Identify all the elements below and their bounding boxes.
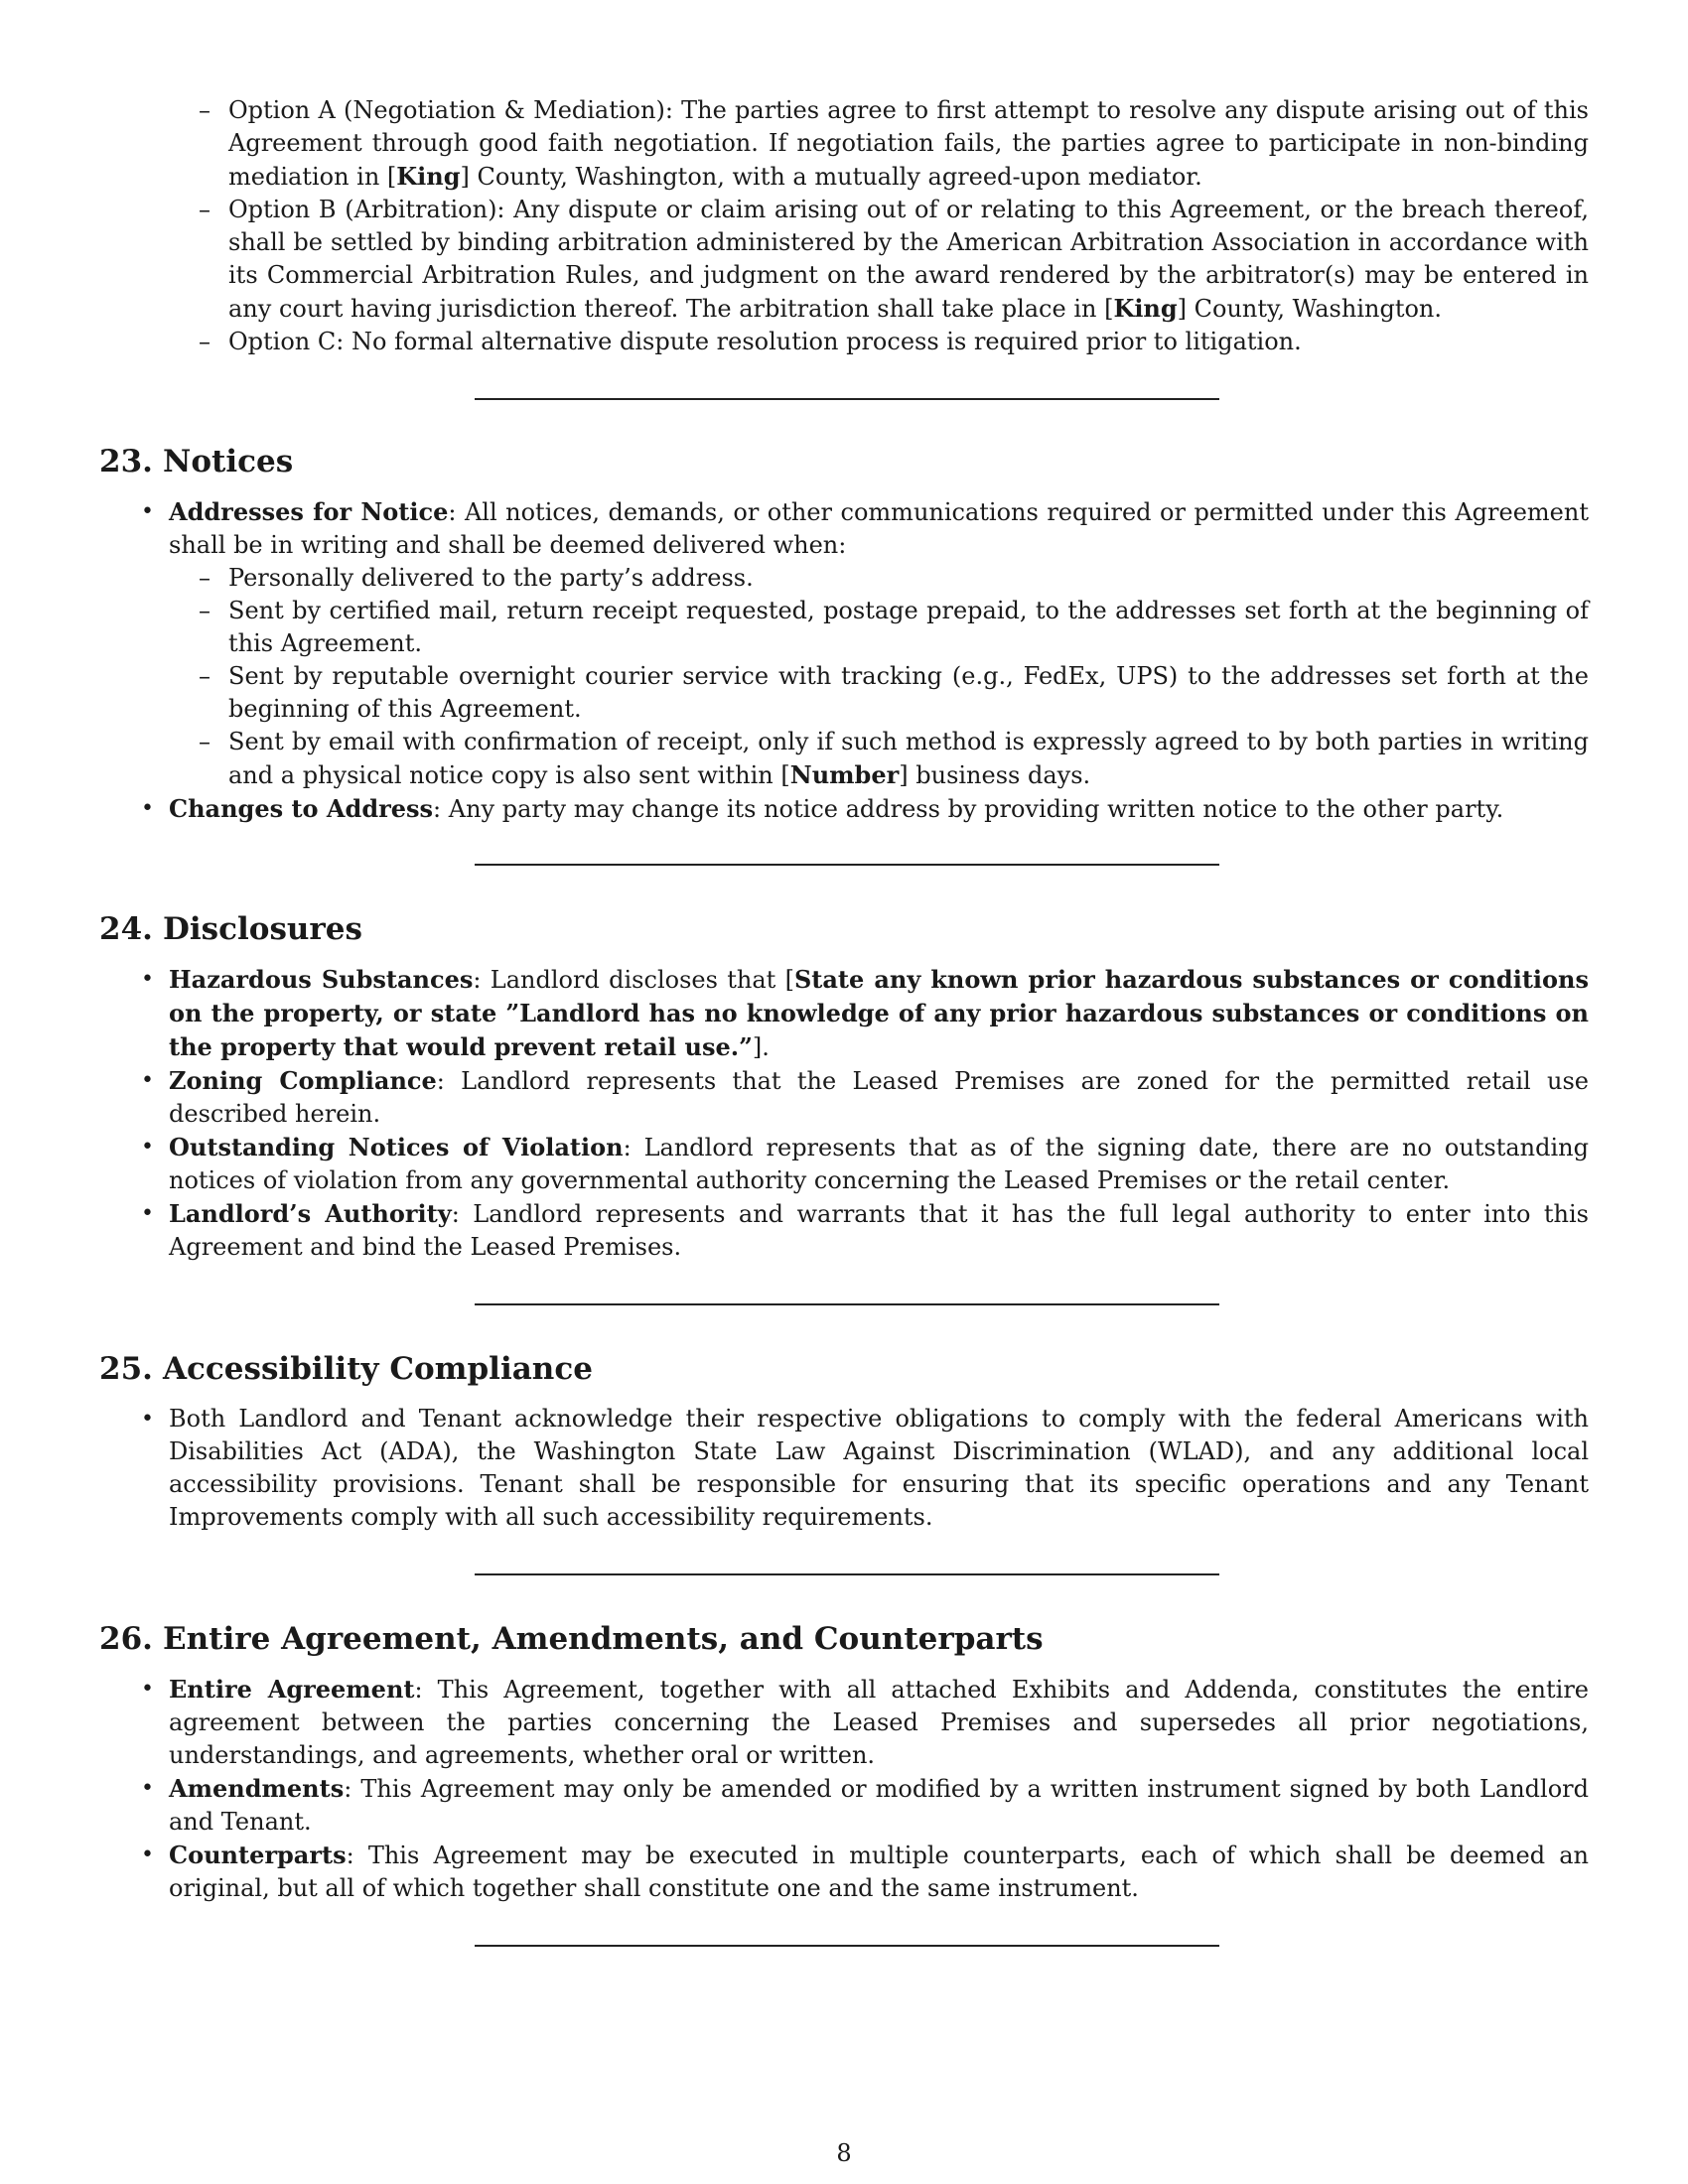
list-item: • Landlord’s Authority: Landlord represents and warrants that it has the full legal authority to enter into this Agreement and bind the Leased Premises. [141, 1199, 1589, 1261]
section-heading-accessibility: 25. Accessibility Compliance [99, 1351, 593, 1387]
list-item: • Entire Agreement: This Agreement, together with all attached Exhibits and Addenda, constitutes the entire agreement between the parties concerning the Leased Premises and supersedes all prior negotiations, understandings, and agreements, whether oral or written. [141, 1675, 1589, 1769]
list-item: • Zoning Compliance: Landlord represents that the Leased Premises are zoned for the permitted retail use described herein. [141, 1066, 1589, 1128]
section-divider [475, 398, 1219, 400]
list-item: • Hazardous Substances: Landlord discloses that [State any known prior hazardous substances or conditions on the property, or state ”Landlord has no knowledge of any prior hazardous substances or conditions on the property that would prevent retail use.”]. [141, 965, 1589, 1061]
list-item: – Sent by email with confirmation of receipt, only if such method is expressly agreed to by both parties in writing and a physical notice copy is also sent within [Number] business days. [199, 728, 1589, 789]
dispute-options-list [99, 94, 1589, 358]
list-item: • Changes to Address: Any party may change its notice address by providing written notice to the other party. [141, 794, 1504, 823]
entire-agreement-list [99, 1673, 1589, 1905]
section-divider [475, 1573, 1219, 1575]
list-item: • Addresses for Notice: All notices, demands, or other communications required or permitted under this Agreement shall be in writing and shall be deemed delivered when: – Personally delivered to the party’s address. – Sent by certified mail, return receipt requested, postage prepaid, to the addresses set forth at the beginning of this Agreement. – Sent by reputable overnight courier service with tracking (e.g., FedEx, UPS) to the addresses set forth at the beginning of this Agreement. – Sent by email with confirmation of receipt, only if such method is expressly agreed to by both parties in writing and a physical notice copy is also sent within [Number] business days. [169, 495, 1589, 792]
option-a: – Option A (Negotiation & Mediation): The parties agree to first attempt to resolve any dispute arising out of this Agreement through good faith negotiation. If negotiation fails, the parties agree to participate in non-binding mediation in [King] County, Washington, with a mutually agreed-upon mediator. [199, 96, 1589, 191]
list-item: – Sent by certified mail, return receipt requested, postage prepaid, to the addresses set forth at the beginning of this Agreement. [199, 597, 1589, 657]
section-heading-disclosures: 24. Disclosures [99, 911, 362, 947]
list-item: • Both Landlord and Tenant acknowledge their respective obligations to comply with the federal Americans with Disabilities Act (ADA), the Washington State Law Against Discrimination (WLAD), and any additional local accessibility provisions. Tenant shall be responsible for ensuring that its specific operations and any Tenant Improvements comply with all such accessibility requirements. [141, 1405, 1589, 1531]
list-item: • Amendments: This Agreement may only be amended or modified by a written instrument signed by both Landlord and Tenant. [141, 1774, 1589, 1836]
list-item: • Outstanding Notices of Violation: Landlord represents that as of the signing date, there are no outstanding notices of violation from any governmental authority concerning the Leased Premises or the retail center. [141, 1133, 1589, 1194]
list-item: – Sent by reputable overnight courier service with tracking (e.g., FedEx, UPS) to the addresses set forth at the beginning of this Agreement. [199, 662, 1589, 723]
section-divider [475, 1945, 1219, 1947]
accessibility-list [99, 1403, 1589, 1534]
option-b: – Option B (Arbitration): Any dispute or claim arising out of or relating to this Agreement, or the breach thereof, shall be settled by binding arbitration administered by the American Arbitration Association in accordance with its Commercial Arbitration Rules, and judgment on the award rendered by the arbitrator(s) may be entered in any court having jurisdiction thereof. The arbitration shall take place in [King] County, Washington. [199, 196, 1589, 323]
section-divider [475, 1303, 1219, 1305]
document-page [99, 94, 1589, 1947]
section-heading-notices: 23. Notices [99, 444, 294, 479]
list-item: • Counterparts: This Agreement may be executed in multiple counterparts, each of which shall be deemed an original, but all of which together shall constitute one and the same instrument. [141, 1841, 1589, 1902]
option-c: – Option C: No formal alternative dispute resolution process is required prior to litigation. [199, 328, 1302, 355]
page-number: 8 [836, 2139, 852, 2167]
disclosures-list [99, 963, 1589, 1264]
list-item: – Personally delivered to the party’s address. [199, 564, 754, 592]
section-heading-entire-agreement: 26. Entire Agreement, Amendments, and Counterparts [99, 1621, 1044, 1657]
section-divider [475, 864, 1219, 866]
delivery-methods-list [169, 562, 1589, 792]
notices-list [99, 495, 1589, 826]
